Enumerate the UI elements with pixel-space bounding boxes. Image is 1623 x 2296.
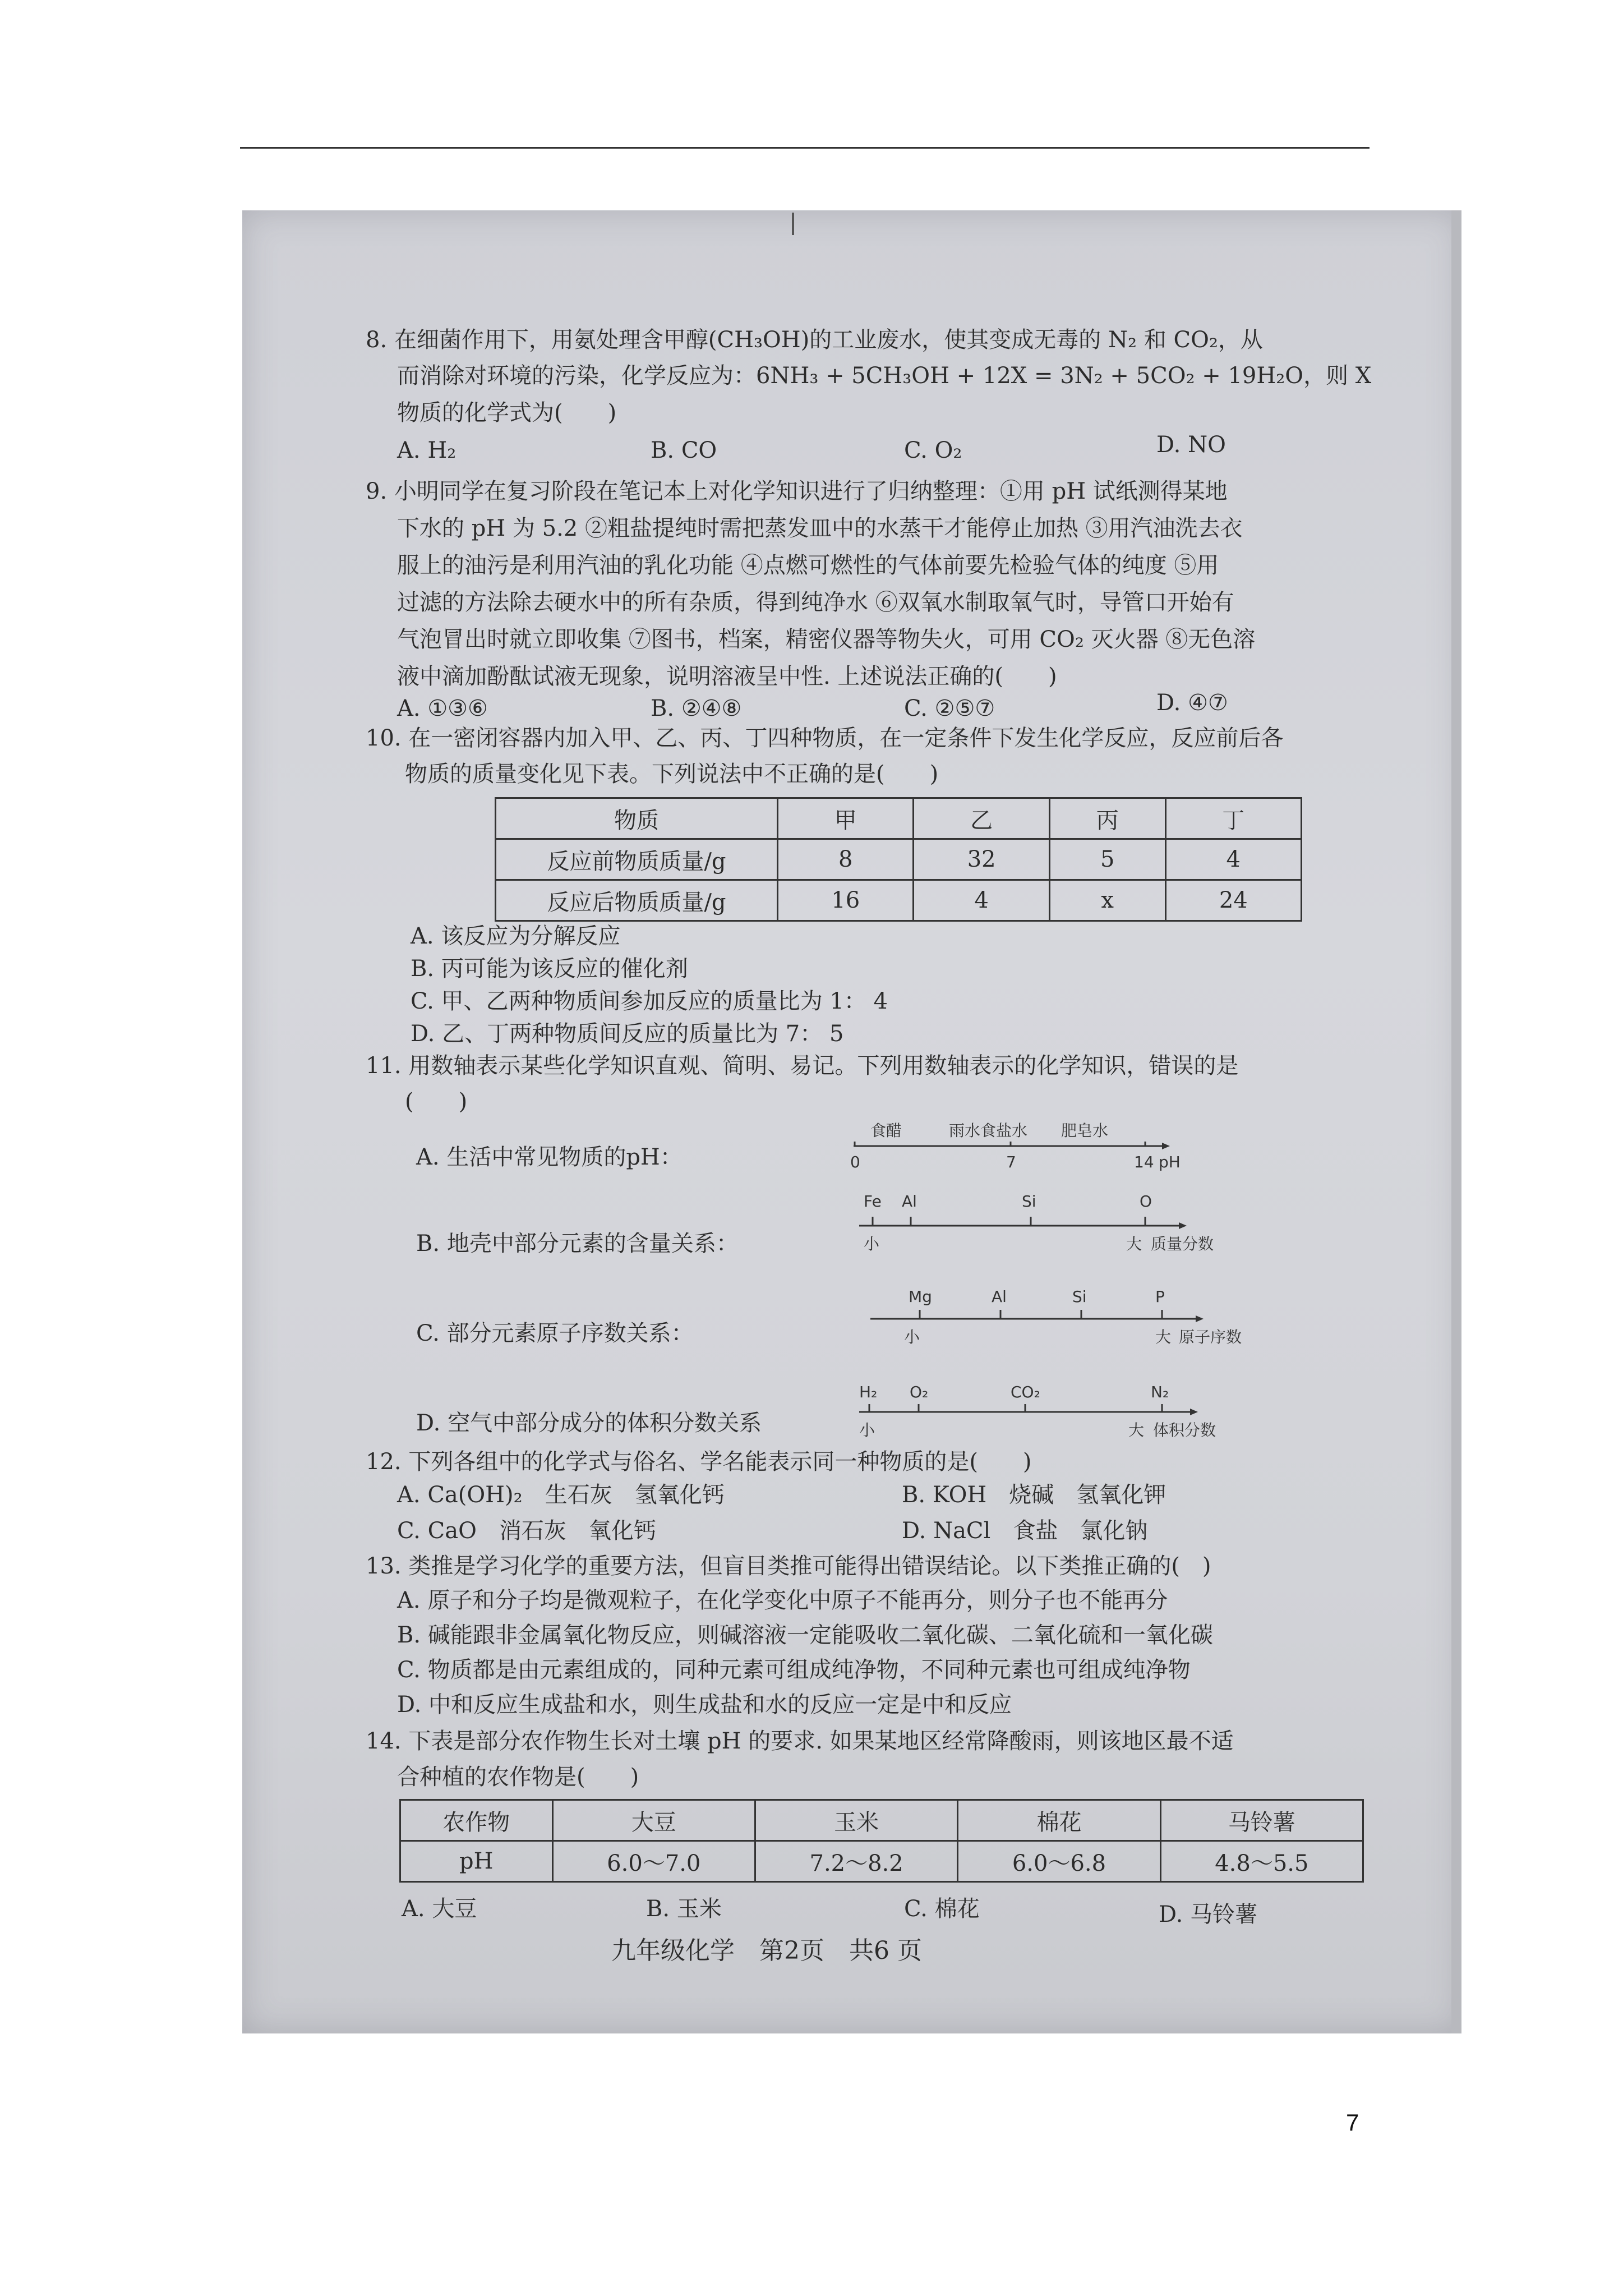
axis-label-al: Al — [992, 1287, 1007, 1306]
q14-option-b: B. 玉米 — [646, 1896, 722, 1922]
exam-footer: 九年级化学 第2页 共6 页 — [611, 1936, 922, 1965]
ph-number-line — [848, 1114, 1207, 1175]
axis-unit: 原子序数 — [1179, 1328, 1242, 1346]
scanned-exam-page — [242, 210, 1461, 2033]
q11-item-a-label: A. 生活中常见物质的pH： — [416, 1144, 683, 1170]
axis-end-large: 大 — [1126, 1235, 1142, 1253]
tick-label-ph: pH — [1159, 1153, 1181, 1171]
table-cell: 5 — [1049, 839, 1165, 880]
q8-option-a: A. H₂ — [397, 438, 457, 463]
q10-mass-table — [495, 797, 1302, 922]
axis-end-large: 大 — [1128, 1421, 1145, 1439]
table-cell: 6.0～7.0 — [552, 1841, 755, 1882]
axis-label-co2: CO₂ — [1011, 1383, 1040, 1401]
axis-label-al: Al — [902, 1192, 917, 1211]
q13-option-c: C. 物质都是由元素组成的，同种元素可组成纯净物，不同种元素也可组成纯净物 — [397, 1657, 1191, 1683]
table-cell: 4.8～5.5 — [1160, 1841, 1363, 1882]
q9-line1: 9. 小明同学在复习阶段在笔记本上对化学知识进行了归纳整理：①用 pH 试纸测得某地 — [366, 478, 1228, 504]
air-volume-number-line — [848, 1377, 1263, 1450]
q13-option-d: D. 中和反应生成盐和水，则生成盐和水的反应一定是中和反应 — [397, 1692, 1012, 1718]
table-row — [496, 880, 1302, 921]
table-cell: 16 — [778, 880, 914, 921]
q11-line2: ( ) — [405, 1089, 468, 1115]
q10-option-d: D. 乙、丁两种物质间反应的质量比为 7： 5 — [411, 1021, 844, 1047]
page-number: 7 — [1346, 2109, 1359, 2136]
table-header-row — [400, 1800, 1363, 1841]
axis-end-large: 大 — [1155, 1328, 1172, 1346]
axis-unit: 体积分数 — [1153, 1421, 1216, 1439]
axis-end-small: 小 — [904, 1328, 920, 1346]
axis-label-rain-salt: 雨水食盐水 — [949, 1121, 1028, 1140]
q10-option-a: A. 该反应为分解反应 — [411, 923, 621, 949]
q8-line1: 8. 在细菌作用下，用氨处理含甲醇(CH₃OH)的工业废水，使其变成无毒的 N₂ 和 CO₂，从 — [366, 327, 1263, 353]
table-cell: 玉米 — [755, 1800, 957, 1841]
table-cell: 大豆 — [552, 1800, 755, 1841]
q11-item-b-label: B. 地壳中部分元素的含量关系： — [416, 1231, 739, 1257]
q8-option-d: D. NO — [1156, 432, 1226, 458]
photo-edge — [1451, 210, 1461, 2033]
q10-line2: 物质的质量变化见下表。下列说法中不正确的是( ) — [405, 761, 939, 787]
axis-label-n2: N₂ — [1151, 1383, 1169, 1401]
axis-label-p: P — [1155, 1287, 1165, 1306]
table-cell: 物质 — [496, 798, 778, 839]
q14-option-a: A. 大豆 — [402, 1896, 477, 1922]
table-row — [496, 839, 1302, 880]
table-header-row — [496, 798, 1302, 839]
table-cell: 7.2～8.2 — [755, 1841, 957, 1882]
table-cell: x — [1049, 880, 1165, 921]
q8-line2: 而消除对环境的污染，化学反应为：6NH₃ + 5CH₃OH + 12X = 3N₂ + 5CO₂ + 19H₂O，则 X — [397, 363, 1372, 389]
q9-option-c: C. ②⑤⑦ — [904, 696, 995, 721]
axis-label-h2: H₂ — [859, 1383, 878, 1401]
table-cell: 反应前物质质量/g — [496, 839, 778, 880]
q9-line4: 过滤的方法除去硬水中的所有杂质，得到纯净水 ⑥双氧水制取氧气时，导管口开始有 — [397, 590, 1234, 615]
table-row — [400, 1841, 1363, 1882]
table-cell: 32 — [914, 839, 1049, 880]
table-cell: 24 — [1165, 880, 1301, 921]
q12-option-c: C. CaO 消石灰 氧化钙 — [397, 1518, 656, 1544]
table-cell: 甲 — [778, 798, 914, 839]
tick-label-0: 0 — [850, 1153, 860, 1171]
q14-option-d: D. 马铃薯 — [1159, 1902, 1258, 1927]
table-cell: 4 — [914, 880, 1049, 921]
q9-line6: 液中滴加酚酞试液无现象，说明溶液呈中性. 上述说法正确的( ) — [397, 664, 1057, 689]
axis-label-si: Si — [1072, 1287, 1087, 1306]
axis-unit: 质量分数 — [1151, 1235, 1214, 1253]
q12-option-a: A. Ca(OH)₂ 生石灰 氢氧化钙 — [397, 1482, 725, 1508]
table-cell: 8 — [778, 839, 914, 880]
table-cell: pH — [400, 1841, 553, 1882]
table-cell: 4 — [1165, 839, 1301, 880]
q13-option-b: B. 碱能跟非金属氧化物反应，则碱溶液一定能吸收二氧化碳、二氧化硫和一氧化碳 — [397, 1622, 1213, 1648]
q9-line2: 下水的 pH 为 5.2 ②粗盐提纯时需把蒸发皿中的水蒸干才能停止加热 ③用汽油洗去衣 — [397, 516, 1243, 541]
axis-label-mg: Mg — [909, 1287, 932, 1306]
q11-item-d-label: D. 空气中部分成分的体积分数关系 — [416, 1410, 762, 1436]
q9-option-d: D. ④⑦ — [1156, 690, 1228, 716]
axis-end-small: 小 — [864, 1235, 880, 1253]
q14-crop-ph-table — [399, 1799, 1364, 1883]
table-cell: 乙 — [914, 798, 1049, 839]
table-cell: 马铃薯 — [1160, 1800, 1363, 1841]
binding-mark — [792, 213, 794, 235]
q9-line3: 服上的油污是利用汽油的乳化功能 ④点燃可燃性的气体前要先检验气体的纯度 ⑤用 — [397, 553, 1219, 578]
axis-label-o: O — [1140, 1192, 1152, 1211]
axis-label-o2: O₂ — [910, 1383, 929, 1401]
table-cell: 反应后物质质量/g — [496, 880, 778, 921]
q12-option-b: B. KOH 烧碱 氢氧化钾 — [902, 1482, 1166, 1508]
q13-option-a: A. 原子和分子均是微观粒子，在化学变化中原子不能再分，则分子也不能再分 — [397, 1588, 1168, 1613]
q9-option-a: A. ①③⑥ — [397, 696, 488, 721]
q11-item-c-label: C. 部分元素原子序数关系： — [416, 1320, 694, 1346]
q8-option-b: B. CO — [651, 438, 717, 463]
q9-line5: 气泡冒出时就立即收集 ⑦图书，档案，精密仪器等物失火，可用 CO₂ 灭火器 ⑧无色溶 — [397, 627, 1256, 652]
crust-content-number-line — [848, 1186, 1229, 1259]
q11-line1: 11. 用数轴表示某些化学知识直观、简明、易记。下列用数轴表示的化学知识，错误的是 — [366, 1053, 1239, 1079]
atomic-number-line — [848, 1282, 1252, 1355]
q14-line1: 14. 下表是部分农作物生长对土壤 pH 的要求. 如果某地区经常降酸雨，则该地区最不适 — [366, 1728, 1234, 1754]
table-cell: 丁 — [1165, 798, 1301, 839]
q10-option-c: C. 甲、乙两种物质间参加反应的质量比为 1： 4 — [411, 988, 888, 1014]
table-cell: 6.0～6.8 — [958, 1841, 1160, 1882]
axis-label-soap: 肥皂水 — [1061, 1121, 1109, 1140]
tick-label-14: 14 — [1134, 1153, 1154, 1171]
table-cell: 农作物 — [400, 1800, 553, 1841]
q13-line1: 13. 类推是学习化学的重要方法，但盲目类推可能得出错误结论。以下类推正确的( ) — [366, 1553, 1211, 1579]
axis-label-fe: Fe — [864, 1192, 882, 1211]
table-cell: 丙 — [1049, 798, 1165, 839]
axis-end-small: 小 — [859, 1421, 875, 1439]
q10-line1: 10. 在一密闭容器内加入甲、乙、丙、丁四种物质，在一定条件下发生化学反应，反应前后各 — [366, 725, 1284, 751]
q9-option-b: B. ②④⑧ — [651, 696, 742, 721]
header-rule — [240, 147, 1370, 149]
tick-label-7: 7 — [1006, 1153, 1016, 1171]
q8-line3: 物质的化学式为( ) — [397, 400, 617, 426]
q12-line1: 12. 下列各组中的化学式与俗名、学名能表示同一种物质的是( ) — [366, 1449, 1032, 1475]
table-cell: 棉花 — [958, 1800, 1160, 1841]
q12-option-d: D. NaCl 食盐 氯化钠 — [902, 1518, 1148, 1544]
q14-line2: 合种植的农作物是( ) — [397, 1764, 639, 1790]
axis-label-vinegar: 食醋 — [870, 1121, 902, 1140]
axis-label-si: Si — [1022, 1192, 1036, 1211]
q8-option-c: C. O₂ — [904, 438, 962, 463]
q10-option-b: B. 丙可能为该反应的催化剂 — [411, 956, 688, 982]
q14-option-c: C. 棉花 — [904, 1896, 980, 1922]
